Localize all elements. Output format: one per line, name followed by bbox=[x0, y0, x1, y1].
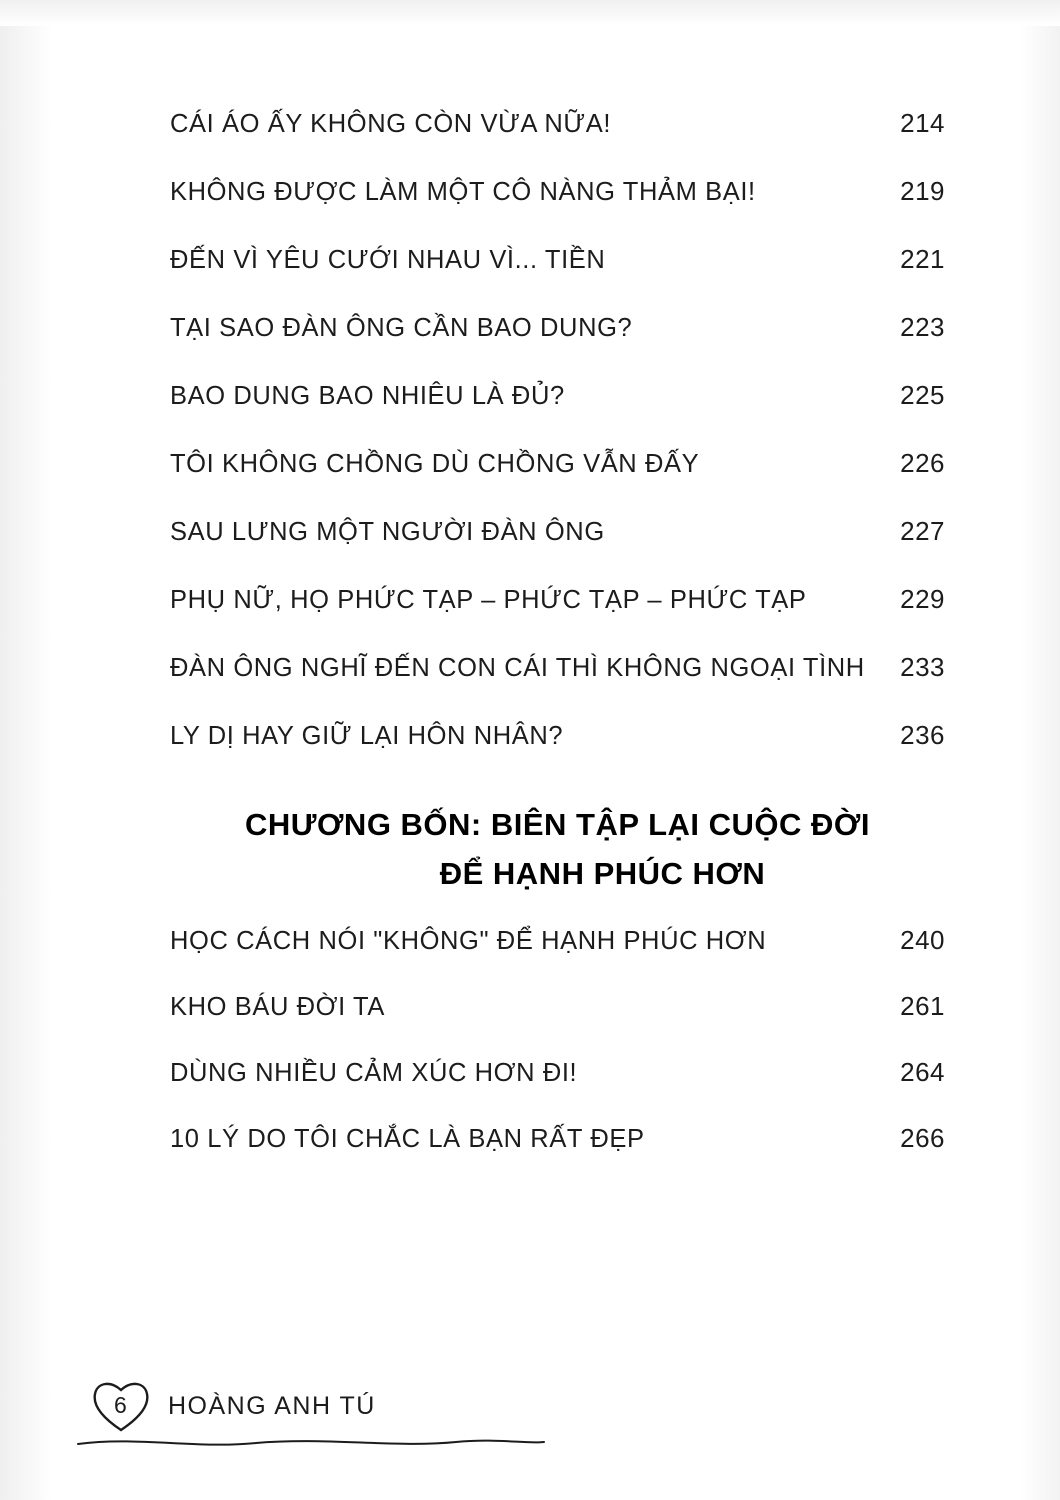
toc-entry bbox=[170, 1123, 945, 1189]
page-edge-shadow-right bbox=[1020, 0, 1060, 1500]
toc-entry bbox=[170, 108, 945, 176]
toc-entry-title: ĐÀN ÔNG NGHĨ ĐẾN CON CÁI THÌ KHÔNG NGOẠI TÌNH bbox=[170, 654, 865, 682]
toc-entry-title: LY DỊ HAY GIỮ LẠI HÔN NHÂN? bbox=[170, 722, 564, 750]
page-edge-shadow-left bbox=[0, 0, 52, 1500]
toc-entry-page: 223 bbox=[900, 312, 945, 342]
toc-entry bbox=[170, 991, 945, 1057]
toc-entry-title: KHÔNG ĐƯỢC LÀM MỘT CÔ NÀNG THẢM BẠI! bbox=[170, 178, 756, 206]
toc-entry-title: DÙNG NHIỀU CẢM XÚC HƠN ĐI! bbox=[170, 1059, 578, 1087]
toc-entry-title: TÔI KHÔNG CHỒNG DÙ CHỒNG VẪN ĐẤY bbox=[170, 450, 700, 478]
toc-entry-title: HỌC CÁCH NÓI "KHÔNG" ĐỂ HẠNH PHÚC HƠN bbox=[170, 927, 767, 955]
toc-entry-page: 229 bbox=[900, 584, 945, 614]
toc-entry bbox=[170, 244, 945, 312]
toc-entry-page: 240 bbox=[900, 925, 945, 955]
toc-entry bbox=[170, 380, 945, 448]
toc-entry-title: 10 LÝ DO TÔI CHẮC LÀ BẠN RẤT ĐẸP bbox=[170, 1125, 645, 1153]
toc-entry-page: 266 bbox=[900, 1123, 945, 1153]
toc-entry bbox=[170, 176, 945, 244]
toc-entry bbox=[170, 584, 945, 652]
toc-entry-title: TẠI SAO ĐÀN ÔNG CẦN BAO DUNG? bbox=[170, 314, 633, 342]
author-name: HOÀNG ANH TÚ bbox=[168, 1392, 376, 1420]
toc-entry-page: 225 bbox=[900, 380, 945, 410]
chapter-heading-line-2: ĐỂ HẠNH PHÚC HƠN bbox=[439, 856, 766, 891]
toc-entry-page: 227 bbox=[900, 516, 945, 546]
toc-entry bbox=[170, 1057, 945, 1123]
page-footer bbox=[76, 1370, 596, 1460]
toc-entry-page: 236 bbox=[900, 720, 945, 750]
toc-entry-title: BAO DUNG BAO NHIÊU LÀ ĐỦ? bbox=[170, 382, 565, 410]
toc-section-two bbox=[170, 925, 945, 1189]
toc-entry bbox=[170, 720, 945, 788]
toc-entry bbox=[170, 448, 945, 516]
page-edge-shadow-top bbox=[0, 0, 1060, 26]
toc-entry-page: 233 bbox=[900, 652, 945, 682]
toc-entry-title: CÁI ÁO ẤY KHÔNG CÒN VỪA NỮA! bbox=[170, 110, 612, 138]
toc-entry-page: 264 bbox=[900, 1057, 945, 1087]
toc-entry-page: 226 bbox=[900, 448, 945, 478]
toc-entry bbox=[170, 312, 945, 380]
toc-entry-page: 214 bbox=[900, 108, 945, 138]
toc-entry-page: 221 bbox=[900, 244, 945, 274]
toc-entry-title: KHO BÁU ĐỜI TA bbox=[170, 993, 385, 1021]
toc-entry-page: 219 bbox=[900, 176, 945, 206]
toc-entry bbox=[170, 516, 945, 584]
chapter-heading bbox=[170, 800, 945, 898]
page-number: 6 bbox=[114, 1392, 127, 1418]
toc-entry-title: PHỤ NỮ, HỌ PHỨC TẠP – PHỨC TẠP – PHỨC TẠP bbox=[170, 586, 807, 614]
footer-divider bbox=[76, 1436, 546, 1450]
chapter-heading-line-1: CHƯƠNG BỐN: BIÊN TẬP LẠI CUỘC ĐỜI bbox=[245, 807, 870, 842]
toc-entry bbox=[170, 925, 945, 991]
toc-entry-title: ĐẾN VÌ YÊU CƯỚI NHAU VÌ... TIỀN bbox=[170, 246, 606, 274]
toc-entry bbox=[170, 652, 945, 720]
toc-entry-title: SAU LƯNG MỘT NGƯỜI ĐÀN ÔNG bbox=[170, 518, 605, 546]
toc-section-one bbox=[170, 108, 945, 788]
toc-entry-page: 261 bbox=[900, 991, 945, 1021]
